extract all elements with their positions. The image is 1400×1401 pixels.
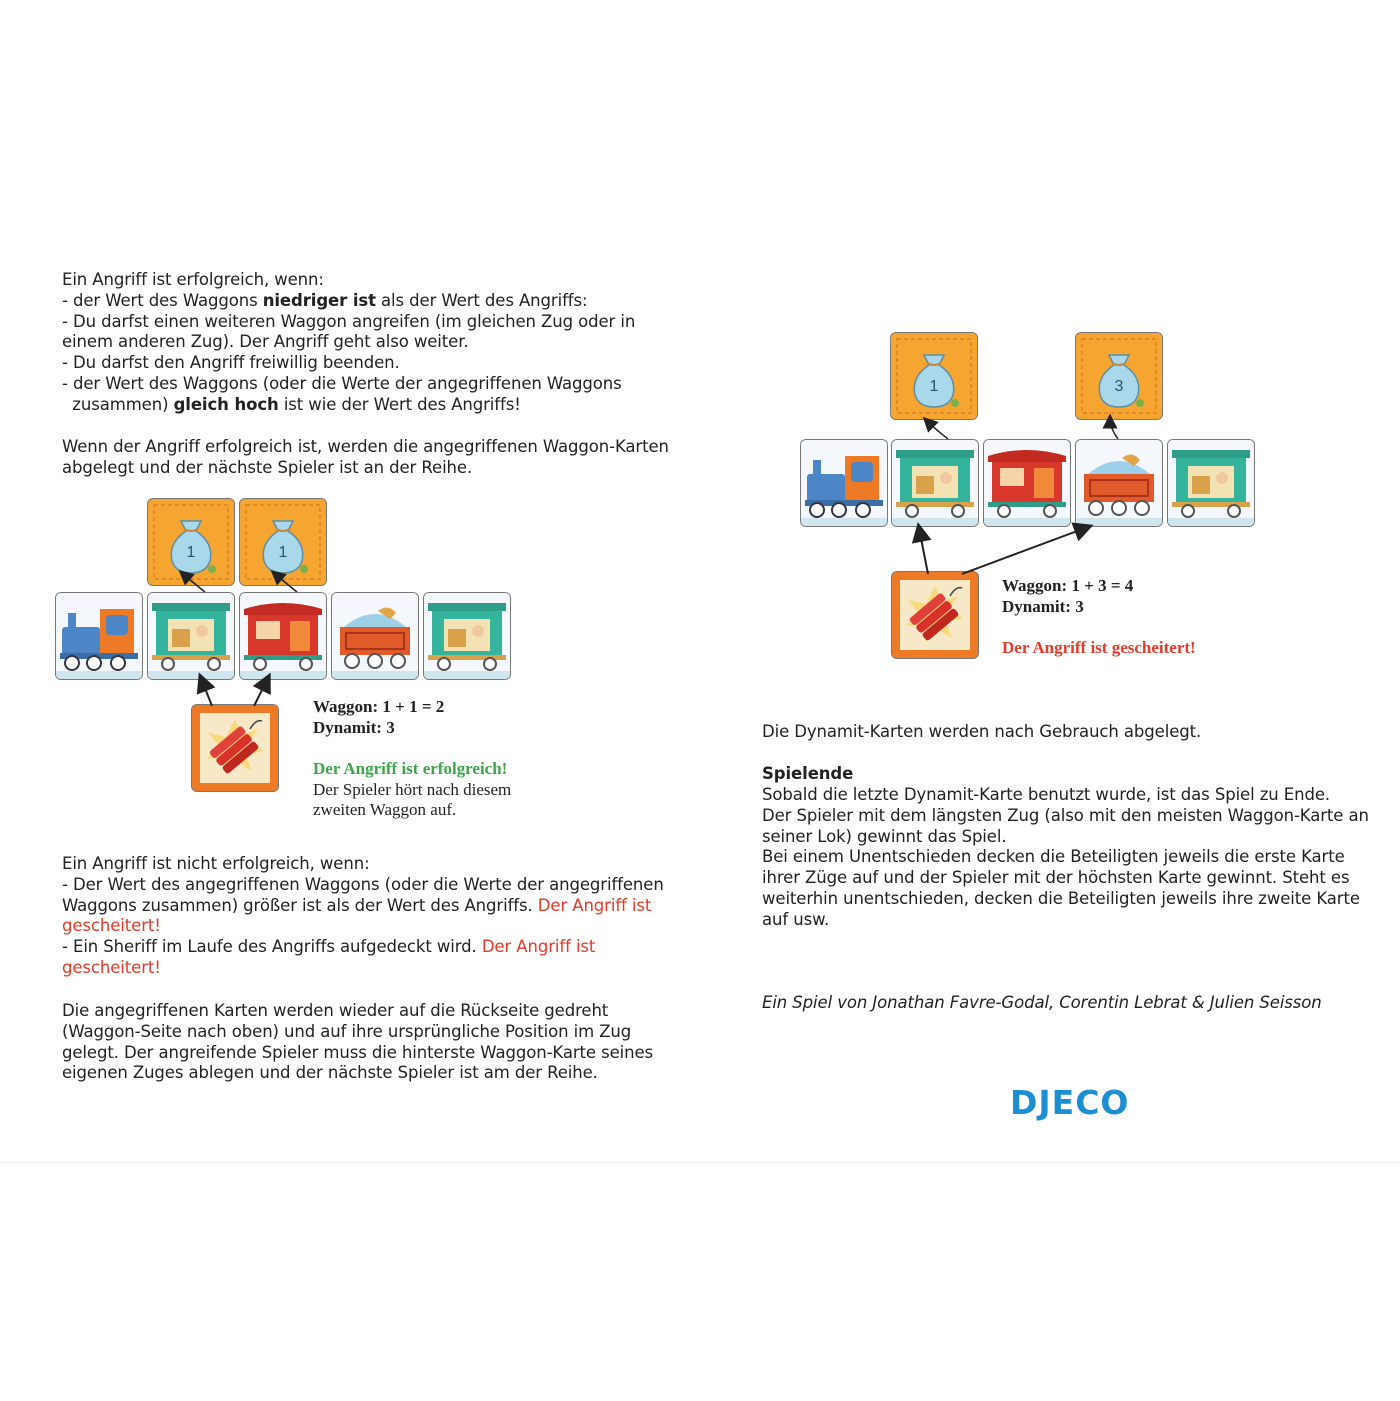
right-example-calc: Waggon: 1 + 3 = 4 Dynamit: 3: [1002, 576, 1134, 616]
game-end-heading: Spielende: [762, 764, 854, 783]
svg-text:1: 1: [186, 544, 196, 561]
page-bottom-margin: [0, 1162, 1400, 1401]
svg-text:1: 1: [929, 378, 939, 395]
svg-text:1: 1: [278, 544, 288, 561]
dynamite-discard-text: Die Dynamit-Karten werden nach Gebrauch abgelegt.: [762, 722, 1202, 741]
djeco-logo: DJECO: [1010, 1083, 1130, 1122]
game-end-paragraph: Sobald die letzte Dynamit-Karte benutzt wurde, ist das Spiel zu Ende. Der Spieler mit dem längsten Zug (also mit den meisten Waggon-Karte an seiner Lok) gewinnt das Spiel. Bei einem Unentschieden decken die Beteiligten jeweils die erste Karte ihrer Züge auf und der Spieler mit der höchsten Karte gewinnt. Steht es weiterhin unentschieden, decken die Beteiligten jeweils ihre zweite Karte auf usw.: [762, 785, 1369, 929]
right-example-result: Der Angriff ist gescheitert!: [1002, 638, 1196, 657]
failure-rules-paragraph: Ein Angriff ist nicht erfolgreich, wenn: - Der Wert des angegriffenen Waggons (oder die Werte der angegriffenen Waggons zusammen) größer ist als der Wert des Angriffs. Der Angriff ist gescheitert! - Ein Sheriff im Laufe des Angriffs aufgedeckt wird. Der Angriff ist gescheitert!: [62, 854, 664, 977]
left-example-result: Der Angriff ist erfolgreich! Der Spieler hört nach diesem zweiten Waggon auf.: [313, 759, 512, 819]
success-rules-paragraph: Ein Angriff ist erfolgreich, wenn: - der Wert des Waggons niedriger ist als der Wert des Angriffs: - Du darfst einen weiteren Waggon angreifen (im gleichen Zug oder in einem anderen Zug). Der Angriff geht also weiter. - Du darfst den Angriff freiwillig beenden. - der Wert des Waggons (oder die Werte der angegriffenen Waggons zusammen) gleich hoch ist wie der Wert des Angriffs!: [62, 270, 636, 414]
left-example-calc: Waggon: 1 + 1 = 2 Dynamit: 3: [313, 697, 445, 737]
credits-line: Ein Spiel von Jonathan Favre-Godal, Corentin Lebrat & Julien Seisson: [762, 993, 1322, 1012]
success-result-paragraph: Wenn der Angriff erfolgreich ist, werden die angegriffenen Waggon-Karten abgelegt und der nächste Spieler ist an der Reihe.: [62, 437, 669, 477]
failure-result-paragraph: Die angegriffenen Karten werden wieder auf die Rückseite gedreht (Waggon-Seite nach oben) und auf ihre ursprüngliche Position im Zug gelegt. Der angreifende Spieler muss die hinterste Waggon-Karte seines eigenen Zuges ablegen und der nächste Spieler ist am der Reihe.: [62, 1001, 654, 1083]
svg-text:3: 3: [1114, 378, 1124, 395]
